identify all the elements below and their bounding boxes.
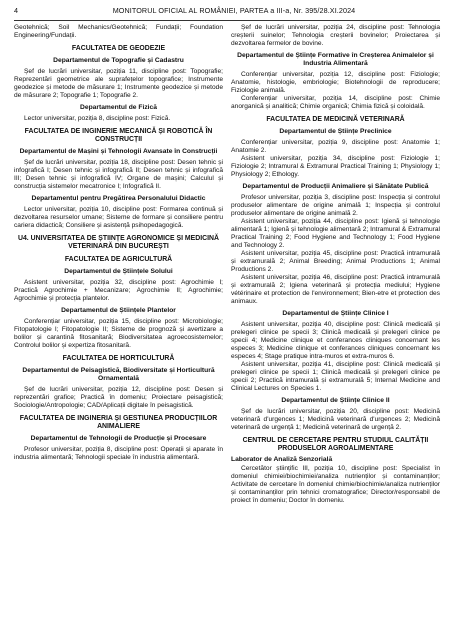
department-heading: Departamentul de Științe Formative în Creșterea Animalelor și Industria Alimentară: [237, 52, 434, 67]
faculty-heading: FACULTATEA DE GEODEZIE: [71, 45, 166, 52]
department-heading: Departamentul de Tehnologii de Producție și Procesare: [30, 435, 207, 442]
paragraph: Conferențiar universitar, poziția 9, discipline post: Anatomie 1; Anatomie 2.: [231, 139, 440, 154]
department-heading: Departamentul de Fizică: [80, 104, 157, 111]
paragraph: Asistent universitar, poziția 34, discipline post: Fiziologie 1; Fiziologie 2; Intramural & Extramural Practical Training 1; Physiology 1; Physiology 2; Ethology.: [231, 155, 440, 178]
department-heading: Departamentul pentru Pregătirea Personalului Didactic: [31, 195, 206, 202]
department-heading: Departamentul de Peisagistică, Biodiversitate și Horticultură Ornamentală: [22, 367, 215, 382]
paragraph: Lector universitar, poziția 8, discipline post: Fizică.: [24, 115, 171, 122]
paragraph: Cercetător științific III, poziția 10, discipline post: Specialist în domeniul chimiei/biochimiei/analiza nutrienților și contaminanților; Activitate de cercetare în domeniul chimie/biochimie/analiza nutrienților și contaminanților prin tehnici cromatografice; Director/responsabil de proiect în domeniu; Doctor în domeniu.: [231, 465, 440, 504]
page-header: [14, 6, 440, 18]
paragraph: Profesor universitar, poziția 8, discipline post: Operații și aparate în industria alimentară; Tehnologii speciale în industria alimentară.: [14, 446, 223, 461]
publication-title: MONITORUL OFICIAL AL ROMÂNIEI, PARTEA a III-a, Nr. 395/28.XI.2024: [112, 6, 356, 15]
paragraph: Asistent universitar, poziția 45, discipline post: Practică intramurală și extramurală 2; Animal Breeding; Animal Productions 1; Animal Productions 2.: [231, 250, 440, 273]
paragraph: Șef de lucrări universitar, poziția 18, discipline post: Desen tehnic și infografică I; Desen tehnic și infografică II; Desen tehnic și infografică III; Desen tehnic și infografică IV; Organe de mașini; Calculul și construcția sistemelor mecatronice I; Infografică II.: [14, 159, 223, 190]
research-center-heading: CENTRUL DE CERCETARE PENTRU STUDIUL CALITĂȚII PRODUSELOR AGROALIMENTARE: [242, 437, 429, 452]
paragraph: Conferențiar universitar, poziția 14, discipline post: Chimie anorganică și analitică; Chimie organică; Chimia fizică și coloidală.: [231, 95, 440, 110]
faculty-heading: FACULTATEA DE MEDICINĂ VETERINARĂ: [266, 116, 405, 123]
department-heading: Departamentul de Științe Clinice I: [282, 310, 389, 317]
department-heading: Departamentul de Științe Preclinice: [279, 128, 392, 135]
faculty-heading: FACULTATEA DE AGRICULTURĂ: [64, 256, 173, 263]
columns: [14, 24, 440, 505]
paragraph: Asistent universitar, poziția 40, discipline post: Clinică medicală și prelegeri clinice pe specii 3; Clinică medicală și prelegeri clinice pe specii 4; Medicine clinique et conferances cliniques concernant les especes 3; Medicine clinique et conferances cliniques concernant les especes 4; Stage pratique intra-muros et extra-muros 6.: [231, 321, 440, 360]
faculty-heading: FACULTATEA DE INGINERIA ȘI GESTIUNEA PRODUCȚIILOR ANIMALIERE: [19, 415, 218, 430]
department-heading: Departamentul de Producții Animaliere și Sănătate Publică: [242, 183, 429, 190]
right-column: [231, 24, 440, 505]
department-heading: Departamentul de Științele Plantelor: [61, 307, 176, 314]
paragraph: Conferențiar universitar, poziția 12, discipline post: Fiziologie; Anatomie, histologie, embriologie; Biotehnologii de reproducere; Fiziologie animală.: [231, 71, 440, 94]
paragraph: Asistent universitar, poziția 46, discipline post: Practică intramurală și extramurală 2; Igiena veterinară și protecția mediului; Hygiene vétérinaire et protection de l'environnement; Bien-etre et protection des animaux.: [231, 274, 440, 305]
university-heading: U4. UNIVERSITATEA DE ȘTIINȚE AGRONOMICE ȘI MEDICINĂ VETERINARĂ DIN BUCUREȘTI: [18, 235, 219, 250]
paragraph: Șef de lucrări universitar, poziția 11, discipline post: Topografie; Reprezentări geometrice ale suprafețelor topografice; Instrumente geodezice și metode de măsurare 1; Instrumente geodezice și metode de măsurare 2; Topografie 1; Topografie 2.: [14, 68, 223, 99]
faculty-heading: FACULTATEA DE HORTICULTURĂ: [62, 355, 175, 362]
page-number: 4: [14, 6, 18, 15]
paragraph: Lector universitar, poziția 10, discipline post: Formarea continuă și dezvoltarea resurselor umane; Sisteme de formare și consiliere pentru cariera didactică; Consiliere și asistență psihopedagogică.: [14, 206, 223, 229]
department-heading: Departamentul de Științe Clinice II: [281, 397, 390, 404]
department-heading: Departamentul de Științele Solului: [64, 268, 173, 275]
paragraph: Profesor universitar, poziția 3, discipline post: Inspecția și controlul produselor alimentare de origine animală 1; Inspecția și controlul produselor alimentare de origine animală 2.: [231, 194, 440, 217]
header-rule: [14, 20, 440, 21]
laboratory-heading: Laborator de Analiză Senzorială: [231, 456, 333, 463]
department-heading: Departamentul de Mașini și Tehnologii Avansate în Construcții: [19, 148, 218, 155]
department-heading: Departamentul de Topografie și Cadastru: [53, 57, 184, 64]
paragraph: Conferențiar universitar, poziția 15, discipline post: Microbiologie; Fitopatologie I; Fitopatologie II; Sisteme de prognoză și avertizare a bolilor și carantină fitosanitară; Biodiversitatea agroecosistemelor; Controlul bolilor și expertiza fitosanitară.: [14, 318, 223, 349]
paragraph: Geotehnică; Soil Mechanics/Geotehnică; Fundații; Foundation Engineering/Fundații.: [14, 24, 223, 39]
paragraph: Șef de lucrări universitar, poziția 12, discipline post: Desen și reprezentări grafice; Practică în domeniu; Proiectare peisagistică; Sociologie/Antropologie; CAD/Aplicații digitale în peisagistică.: [14, 386, 223, 409]
paragraph: Asistent universitar, poziția 44, discipline post: Igienă și tehnologie alimentară 1; Igienă și tehnologie alimentară 2; Intramural & Extramural Practical Training 2; Food Hygiene and Technology 1; Food Hygiene and Technology 2.: [231, 218, 440, 249]
paragraph: Asistent universitar, poziția 41, discipline post: Clinică medicală și prelegeri clinice pe specii 1; Clinică medicală și prelegeri clinice pe specii 2; Practică intramurală și extramurală 5; Internal Medicine and Clinical Lectures on Species 1.: [231, 361, 440, 392]
paragraph: Șef de lucrări universitar, poziția 24, discipline post: Tehnologia creșterii suinelor; Tehnologia creșterii bovinelor; Proiectarea și dezvoltarea fermelor de bovine.: [231, 24, 440, 47]
paragraph: Șef de lucrări universitar, poziția 20, discipline post: Medicină veterinară d'urgences 1; Medicină veterinară d'urgences 2; Medicină veterinară de urgență 1; Medicină veterinară de urgență 2.: [231, 408, 440, 431]
left-column: [14, 24, 223, 505]
faculty-heading: FACULTATEA DE INGINERIE MECANICĂ ȘI ROBOTICĂ ÎN CONSTRUCȚII: [24, 128, 213, 143]
paragraph: Asistent universitar, poziția 32, discipline post: Agrochimie I; Practică Agrochimie + Mecanizare; Agrochimie II; Agrochimie; Agrochimie și protecția plantelor.: [14, 279, 223, 302]
